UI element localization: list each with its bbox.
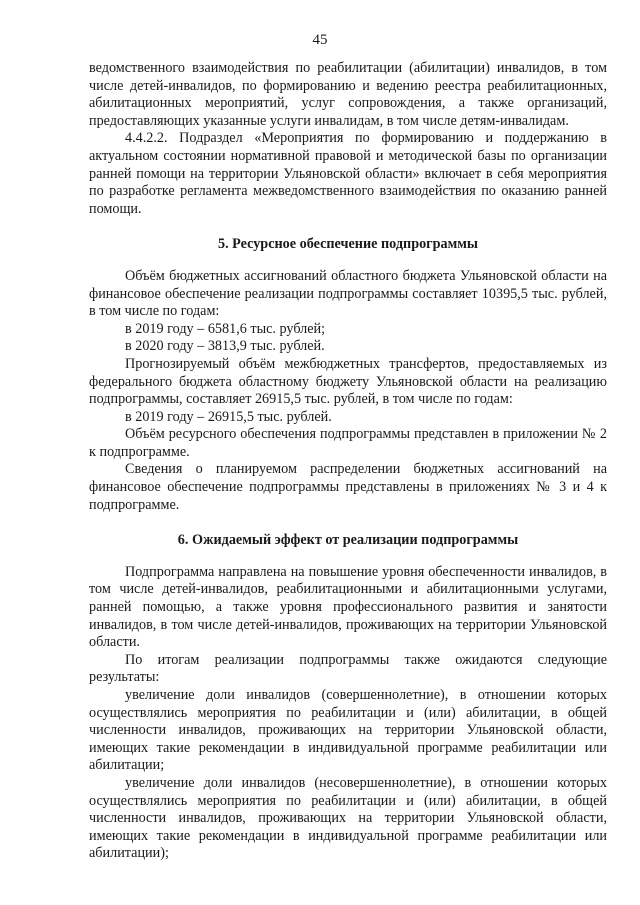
section-5-paragraph-2: Прогнозируемый объём межбюджетных трансфертов, предоставляемых из федерального бюджета областному бюджету Ульяновской области на реализацию подпрограммы, составляет 26915,5 тыс. рублей, в том числе по годам: — [89, 355, 607, 408]
section-5-paragraph-3: Объём ресурсного обеспечения подпрограммы представлен в приложении № 2 к подпрограмме. — [89, 426, 607, 460]
section-6-result-item-2: увеличение доли инвалидов (несовершеннолетние), в отношении которых осуществлялись мероприятия по реабилитации и (или) абилитации, в общей численности инвалидов, проживающих на территории Ульяновской области, имеющих такие рекомендации в индивидуальной программе реабилитации или абилитации); — [89, 774, 607, 862]
section-6-paragraph-1: Подпрограмма направлена на повышение уровня обеспеченности инвалидов, в том числе детей-инвалидов, реабилитационными и абилитационными услугами, ранней помощью, а также уровня профессионального развития и занятости инвалидов, в том числе детей-инвалидов, проживающих на территории Ульяновской области. — [89, 563, 607, 651]
section-6-heading: 6. Ожидаемый эффект от реализации подпрограммы — [177, 532, 519, 549]
section-5-year-2020: в 2020 году – 3813,9 тыс. рублей. — [125, 338, 325, 355]
paragraph-4-4-2-2: 4.4.2.2. Подраздел «Мероприятия по формированию и поддержанию в актуальном состоянии нормативной правовой и методической базы по организации ранней помощи на территории Ульяновской области» включает в себя мероприятия по разработке регламента межведомственного взаимодействия по оказанию ранней помощи. — [89, 130, 607, 217]
section-5-federal-2019: в 2019 году – 26915,5 тыс. рублей. — [125, 408, 332, 425]
document-body — [89, 60, 607, 863]
page-number: 45 — [312, 32, 328, 48]
paragraph-continuation: ведомственного взаимодействия по реабилитации (абилитации) инвалидов, в том числе детей-инвалидов, по формированию и ведению реестра реабилитационных, абилитационных мероприятий, услуг сопровождения, а также организаций, предоставляющих указанные услуги инвалидам, в том числе детям-инвалидам. — [89, 60, 607, 129]
section-6-result-item-1: увеличение доли инвалидов (совершеннолетние), в отношении которых осуществлялись мероприятия по реабилитации и (или) абилитации, в общей численности инвалидов, проживающих на территории Ульяновской области, имеющих такие рекомендации в индивидуальной программе реабилитации или абилитации; — [89, 687, 607, 774]
section-5-heading: 5. Ресурсное обеспечение подпрограммы — [217, 236, 479, 253]
section-5-paragraph-4: Сведения о планируемом распределении бюджетных ассигнований на финансовое обеспечение подпрограммы представлены в приложениях № 3 и 4 к подпрограмме. — [89, 461, 607, 513]
section-6-paragraph-2: По итогам реализации подпрограммы также ожидаются следующие результаты: — [89, 651, 607, 686]
section-5-year-2019: в 2019 году – 6581,6 тыс. рублей; — [125, 320, 326, 337]
section-5-paragraph-1: Объём бюджетных ассигнований областного бюджета Ульяновской области на финансовое обеспечение реализации подпрограммы составляет 10395,5 тыс. рублей, в том числе по годам: — [89, 267, 607, 320]
